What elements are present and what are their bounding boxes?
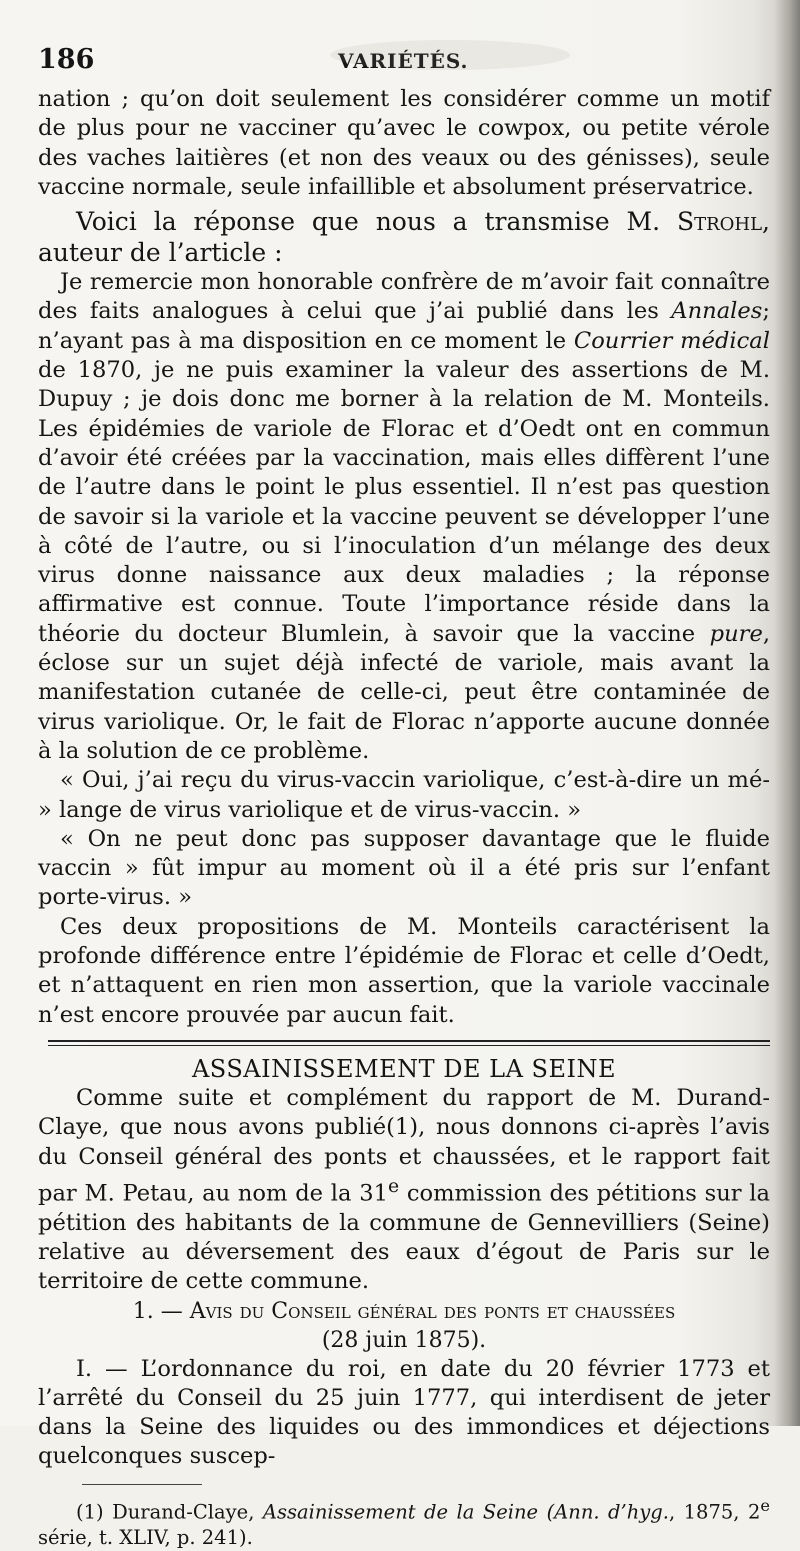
footnote-after: , 1875,: [668, 1500, 740, 1524]
quote-1: « Oui, j’ai reçu du virus-vaccin variolique, c’est-à-dire un mé- » lange de virus variolique et de virus-vaccin. »: [38, 767, 770, 823]
main-text: [38, 85, 770, 1030]
footnote-line-1: [38, 1493, 770, 1551]
subheading: [38, 1297, 770, 1326]
letter-text-b: ; n’ayant pas à ma disposition en ce moment le: [38, 298, 770, 354]
journal-title: Annales: [671, 298, 763, 325]
section-divider: [48, 1040, 770, 1046]
response-intro: [38, 206, 770, 268]
section-title: ASSAINISSEMENT DE LA SEINE: [191, 1054, 617, 1083]
running-head: VARIÉTÉS.: [338, 49, 469, 73]
section-text: [38, 1054, 770, 1472]
author-name: Strohl: [676, 207, 763, 237]
item-1: [38, 1355, 770, 1472]
section-intro-c: commission des pétitions sur la pétition des habitants de la commune de Gennevilliers (Seine) relative au déversement des eaux d’égout de Paris sur le territoire de cette commune.: [38, 1180, 770, 1295]
footnote-series-num: 2: [747, 1500, 761, 1524]
subheading-date: (28 juin 1875).: [321, 1327, 487, 1353]
footnote-title: Assainissement de la Seine: [262, 1500, 539, 1524]
item-1-text: L’ordonnance du roi, en date du 20 février 1773 et l’arrêté du Conseil du 25 juin 1777, qui interdisent de jeter dans la Seine des liquides ou des immondices et déjections quelconques suscep-: [38, 1355, 770, 1470]
subheading-number: 1. —: [132, 1298, 190, 1324]
bleed-through-stain: [330, 40, 570, 70]
letter-text-c: de 1870, je ne puis examiner la valeur des assertions de M. Dupuy ; je dois donc me borner à la relation de M. Monteils. Les épidémies de variole de Florac et d’Oedt ont en commun d’avoir été créées par la vaccination, mais elles diffèrent l’une de l’autre dans le point le plus essentiel. Il n’est pas question de savoir si la variole et la vaccine peuvent se développer l’une à côté de l’autre, ou si l’inoculation d’un mélange des deux virus donne naissance aux deux maladies ; la réponse affirmative est connue. Toute l’importance réside dans la théorie du docteur Blumlein, à savoir que la vaccine: [38, 357, 770, 647]
section-intro-b: , nous donnons ci-après l’avis du Conseil général des ponts et chaussées, et le rapport fait par M. Petau, au nom de la 31: [38, 1114, 770, 1207]
section-intro: [38, 1084, 770, 1297]
section-intro-a: Comme suite et complément du rapport de M. Durand-Claye, que nous avons publié: [38, 1084, 770, 1141]
letter-text-d: , éclose sur un sujet déjà infecté de variole, mais avant la manifestation cutanée de celle-ci, peut être contaminée de virus variolique. Or, le fait de Florac n’apporte aucune donnée à la solution de ce problème.: [38, 620, 770, 764]
ordinal-sup: e: [387, 1175, 400, 1197]
footnote-journal: (Ann. d’hyg.: [546, 1500, 669, 1524]
page-number: 186: [38, 44, 95, 75]
item-1-label: I. —: [76, 1355, 128, 1382]
pure-emphasis: pure: [709, 620, 763, 647]
response-before: Voici la réponse que nous a transmise M.: [76, 207, 677, 237]
page-edge-shadow: [774, 0, 800, 1426]
footnote-marker: (1) Durand-Claye,: [76, 1500, 263, 1524]
subheading-text: Avis du Conseil général des ponts et chaussées: [189, 1298, 676, 1324]
quote-2: « On ne peut donc pas supposer davantage que le fluide vaccin » fût impur au moment où il a été pris sur l’enfant porte-virus. »: [38, 825, 770, 911]
footnote-ref: (1): [386, 1114, 419, 1141]
footnote-series-text: série, t. XLIV, p. 241).: [38, 1526, 253, 1550]
response-after: , auteur de l’article :: [38, 207, 770, 268]
letter-conclusion: Ces deux propositions de M. Monteils caractérisent la profonde différence entre l’épidémie de Florac et celle d’Oedt, et n’attaquent en rien mon assertion, que la variole vaccinale n’est encore prouvée par aucun fait.: [38, 913, 770, 1028]
footnote-rule: [82, 1484, 202, 1485]
courrier-title: Courrier médical: [573, 327, 770, 354]
letter-text-a: Je remercie mon honorable confrère de m’avoir fait connaître des faits analogues à celui que j’ai publié dans les: [38, 269, 770, 325]
footnote: [38, 1493, 770, 1551]
letter-paragraph: [38, 268, 770, 766]
footnote-series-sup: e: [760, 1495, 770, 1515]
intro-paragraph: nation ; qu’on doit seulement les considérer comme un motif de plus pour ne vacciner qu’avec le cowpox, ou petite vérole des vaches laitières (et non des veaux ou des génisses), seule vaccine normale, seule infaillible et absolument préservatrice.: [38, 86, 770, 200]
